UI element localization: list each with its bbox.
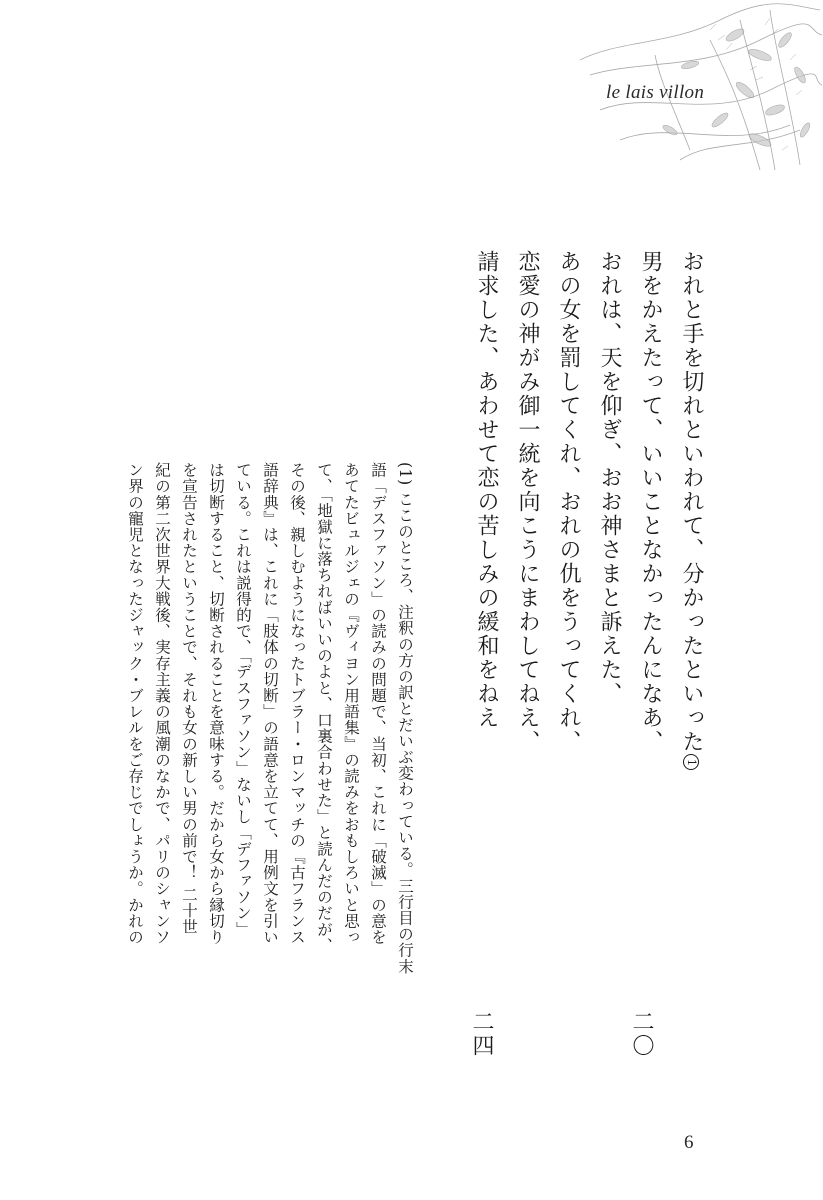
running-title: le lais villon [606,82,705,103]
verse-number-second: 二四 [469,1010,494,1058]
footnote-line: 語「デスファソン」の読みの問題で、当初、これに「破滅」の意を [369,462,387,945]
poem-line: 請求した、あわせて恋の苦しみの緩和をねえ [474,250,499,730]
footnote-line: は切断すること、切断されることを意味する。だから女から縁切り [207,462,225,945]
page-number: 6 [684,1132,694,1153]
footnote-line: を宣告されたということで、それも女の新しい男の前で！ 二十世 [180,462,198,935]
footnote-line: あてたビュルジェの『ヴィヨン用語集』の読みをおもしろいと思っ [342,462,360,945]
footnote-line: 語辞典』は、これに「肢体の切断」の語意を立てて、用例文を引い [261,462,279,945]
poem-line: おれは、天を仰ぎ、おお神さまと訴えた、 [597,250,622,706]
poem-line [671,250,712,770]
header-ornament [560,0,823,175]
footnote-line: その後、親しむようになったトブラー・ロンマッチの『古フランス [288,462,306,945]
poem-block [462,250,712,770]
footnote-line: 紀の第二次世界大戦後、実存主義の風潮のなかで、パリのシャンソ [153,462,171,945]
footnote-block [118,462,418,1074]
poem-line: あの女を罰してくれ、おれの仇をうってくれ、 [556,250,581,754]
footnote-line: ン界の寵児となったジャック・ブレルをご存じでしょうか。かれの [126,462,144,945]
footnote-line: て、「地獄に落ちればいいのよと、口裏合わせた」と読んだのだが、 [315,462,333,954]
footnote-line: (1) ここのところ、注釈の方の訳とだいぶ変わっている。三行目の行末 [396,462,414,975]
poem-line-text: おれと手を切れといわれて、分かったといった [679,250,704,754]
footnote-line: ている。これは説得的で、「デスファソン」ないし「デファソン」 [234,462,252,938]
poem-line: 恋愛の神がみ御一統を向こうにまわしてねえ、 [515,250,540,754]
verse-number-first: 二〇 [629,1010,654,1058]
note-reference-marker: 1 [683,754,699,770]
poem-line: 男をかえたって、いいことなかったんになあ、 [638,250,663,754]
